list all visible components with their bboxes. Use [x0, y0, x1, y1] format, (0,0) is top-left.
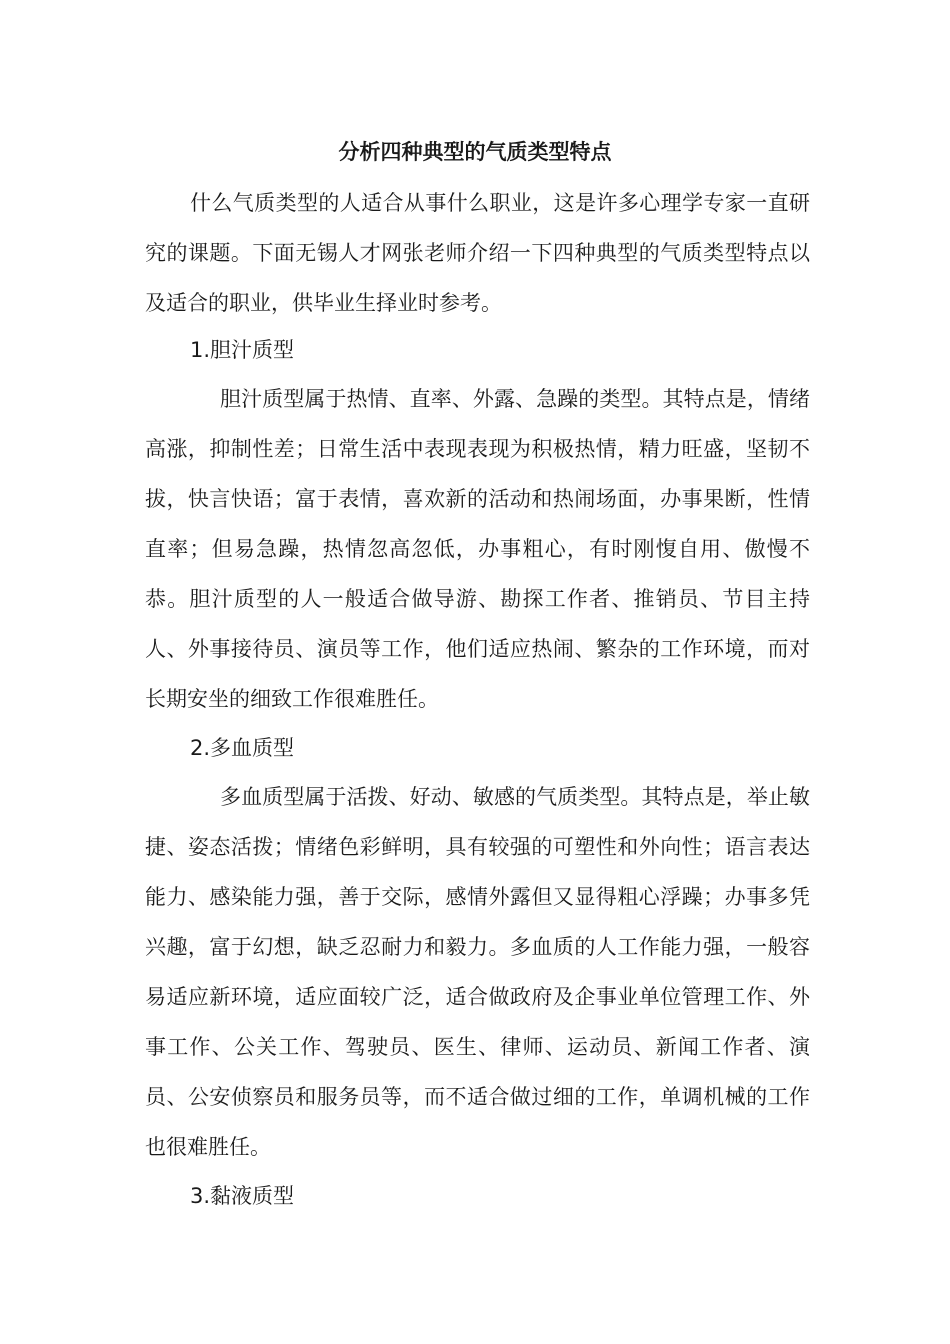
- document-title: 分析四种典型的气质类型特点: [338, 140, 612, 164]
- section-heading-choleric: 1.胆汁质型: [190, 338, 295, 362]
- section-heading-sanguine: 2.多血质型: [190, 736, 295, 760]
- section-body-sanguine: 多血质型属于活拨、好动、敏感的气质类型。其特点是，举止敏捷、姿态活拨；情绪色彩鲜明，具有较强的可塑性和外向性；语言表达能力、感染能力强，善于交际，感情外露但又显得粗心浮躁；办事多凭兴趣，富于幻想，缺乏忍耐力和毅力。多血质的人工作能力强，一般容易适应新环境，适应面较广泛，适合做政府及企事业单位管理工作、外事工作、公关工作、驾驶员、医生、律师、运动员、新闻工作者、演员、公安侦察员和服务员等，而不适合做过细的工作，单调机械的工作也很难胜任。: [145, 785, 810, 1159]
- intro-paragraph: 什么气质类型的人适合从事什么职业，这是许多心理学专家一直研究的课题。下面无锡人才网张老师介绍一下四种典型的气质类型特点以及适合的职业，供毕业生择业时参考。: [145, 191, 810, 315]
- section-heading-phlegmatic: 3.黏液质型: [190, 1184, 295, 1208]
- section-body-choleric: 胆汁质型属于热情、直率、外露、急躁的类型。其特点是，情绪高涨，抑制性差；日常生活中表现表现为积极热情，精力旺盛，坚韧不拔，快言快语；富于表情，喜欢新的活动和热闹场面，办事果断，性情直率；但易急躁，热情忽高忽低，办事粗心，有时刚愎自用、傲慢不恭。胆汁质型的人一般适合做导游、勘探工作者、推销员、节目主持人、外事接待员、演员等工作，他们适应热闹、繁杂的工作环境，而对长期安坐的细致工作很难胜任。: [145, 387, 810, 711]
